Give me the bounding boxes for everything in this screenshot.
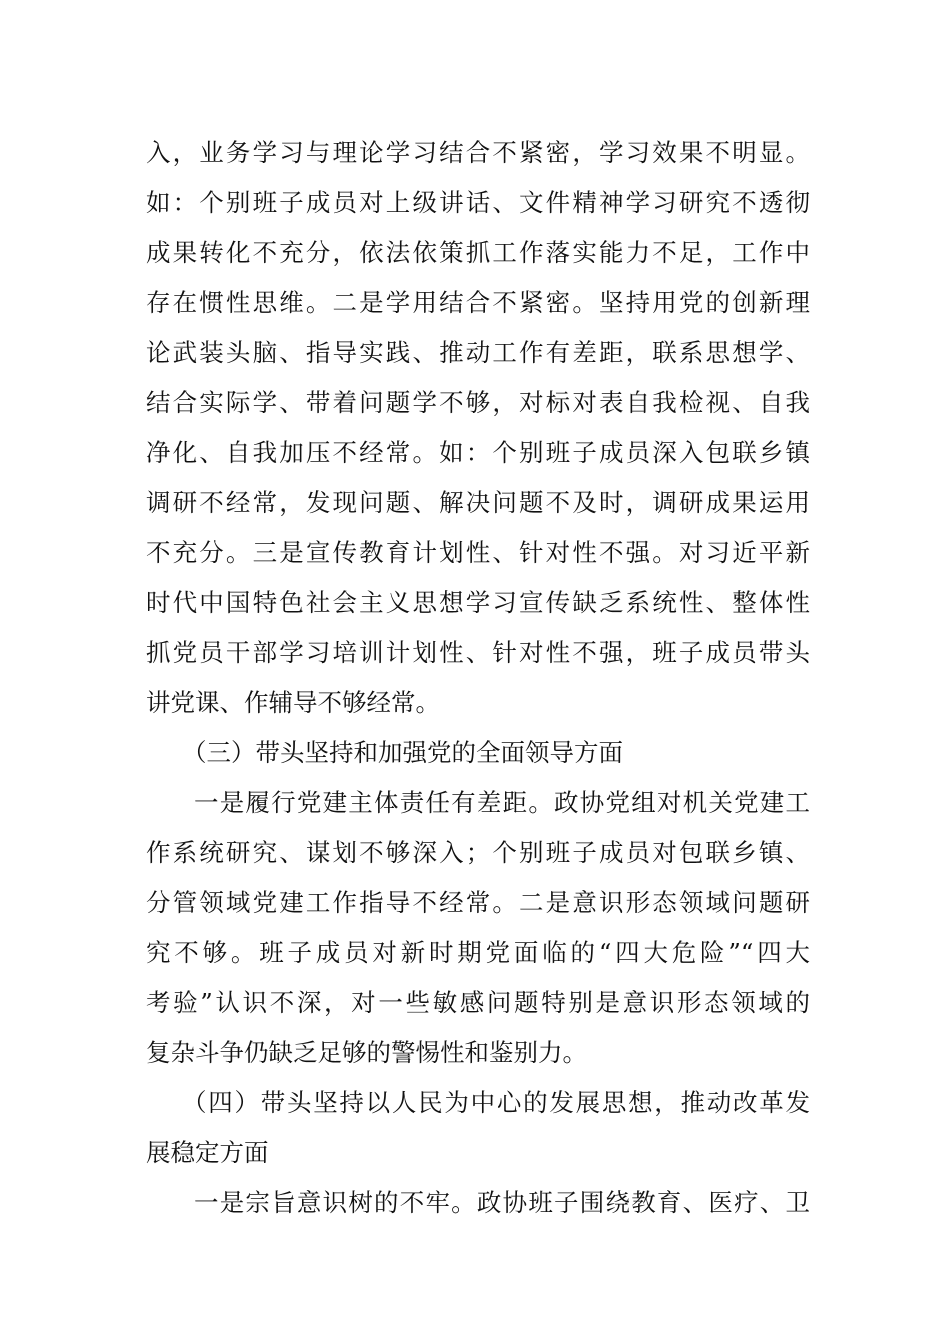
body-text-line: 结合实际学、带着问题学不够，对标对表自我检视、自我 <box>146 388 810 417</box>
body-text-line: 如：个别班子成员对上级讲话、文件精神学习研究不透彻 <box>146 188 810 217</box>
body-text-line: 成果转化不充分，依法依策抓工作落实能力不足，工作中 <box>146 238 810 267</box>
body-text-line: 究不够。班子成员对新时期党面临的“四大危险”“四大 <box>146 938 810 967</box>
body-text-line: 时代中国特色社会主义思想学习宣传缺乏系统性、整体性 <box>146 588 810 617</box>
body-text-line: 作系统研究、谋划不够深入；个别班子成员对包联乡镇、 <box>146 838 810 867</box>
body-text-line: 一是履行党建主体责任有差距。政协党组对机关党建工 <box>194 788 810 817</box>
body-text-line: 不充分。三是宣传教育计划性、针对性不强。对习近平新 <box>146 538 810 567</box>
section-heading: （四）带头坚持以人民为中心的发展思想，推动改革发 <box>182 1088 810 1117</box>
body-text-line: 复杂斗争仍缺乏足够的警惕性和鉴别力。 <box>146 1038 587 1067</box>
section-heading: （三）带头坚持和加强党的全面领导方面 <box>182 738 623 767</box>
body-text-line: 分管领域党建工作指导不经常。二是意识形态领域问题研 <box>146 888 810 917</box>
body-text-line: 调研不经常，发现问题、解决问题不及时，调研成果运用 <box>146 488 810 517</box>
section-heading-continuation: 展稳定方面 <box>146 1138 269 1167</box>
body-text-line: 一是宗旨意识树的不牢。政协班子围绕教育、医疗、卫 <box>194 1188 810 1217</box>
body-text-line: 论武装头脑、指导实践、推动工作有差距，联系思想学、 <box>146 338 810 367</box>
body-text-line: 抓党员干部学习培训计划性、针对性不强，班子成员带头 <box>146 638 810 667</box>
body-text-line: 考验”认识不深，对一些敏感问题特别是意识形态领域的 <box>146 988 810 1017</box>
body-text-line: 净化、自我加压不经常。如：个别班子成员深入包联乡镇 <box>146 438 810 467</box>
body-text-line: 讲党课、作辅导不够经常。 <box>146 688 440 717</box>
body-text-line: 入，业务学习与理论学习结合不紧密，学习效果不明显。 <box>146 138 810 167</box>
body-text-line: 存在惯性思维。二是学用结合不紧密。坚持用党的创新理 <box>146 288 810 317</box>
